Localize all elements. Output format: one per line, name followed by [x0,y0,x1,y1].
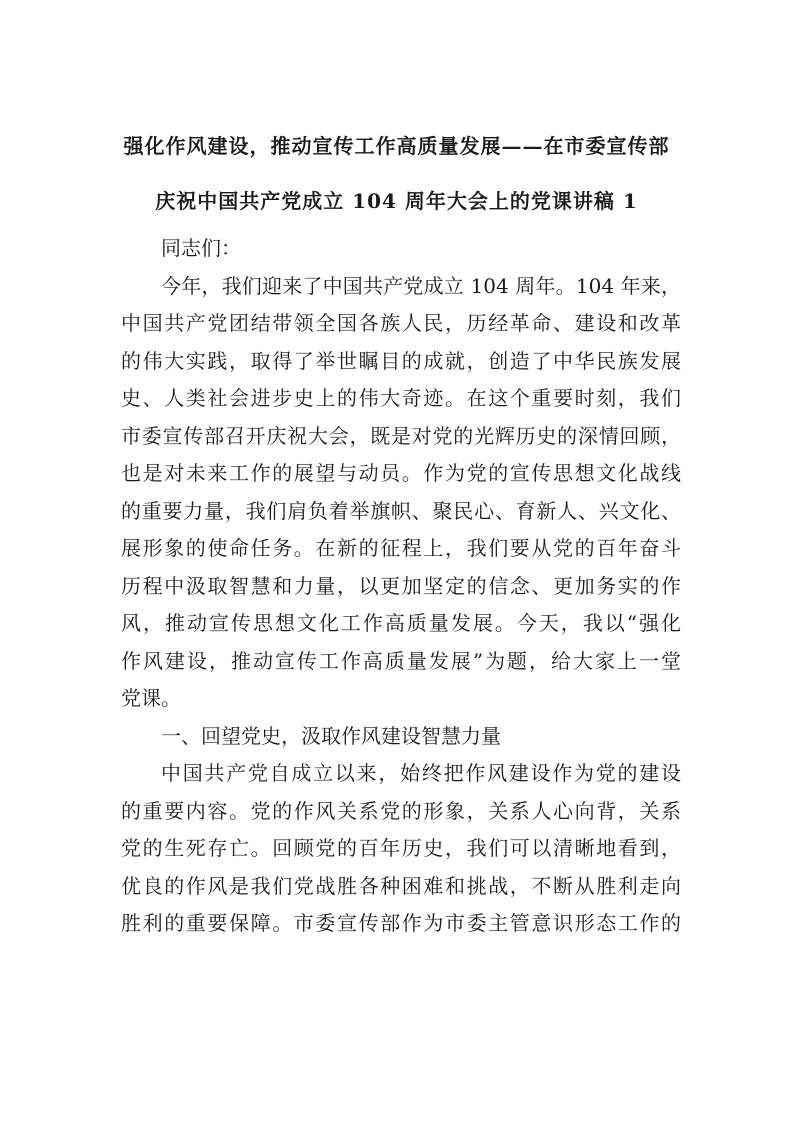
document-title-line-1: 强化作风建设，推动宣传工作高质量发展——在市委宣传部 [123,134,670,158]
body-line: 历程中汲取智慧和力量，以更加坚定的信念、更加务实的作 [121,573,681,598]
body-line: 今年，我们迎来了中国共产党成立 104 周年。104 年来， [161,273,681,298]
document-body [121,230,681,943]
body-line: 优良的作风是我们党战胜各种困难和挑战，不断从胜利走向 [121,873,681,898]
body-line: 风，推动宣传思想文化工作高质量发展。今天，我以“强化 [121,611,681,635]
body-line: 史、人类社会进步史上的伟大奇迹。在这个重要时刻，我们 [121,386,681,410]
body-line: 一、回望党史，汲取作风建设智慧力量 [161,723,501,748]
body-line: 展形象的使命任务。在新的征程上，我们要从党的百年奋斗 [121,536,681,560]
body-line: 胜利的重要保障。市委宣传部作为市委主管意识形态工作的 [121,911,681,935]
body-line: 党课。 [121,686,181,710]
document-title-line-2: 庆祝中国共产党成立 104 周年大会上的党课讲稿 1 [155,189,638,213]
body-line: 的重要内容。党的作风关系党的形象，关系人心向背，关系 [121,798,681,823]
body-line: 的伟大实践，取得了举世瞩目的成就，创造了中华民族发展 [121,348,681,373]
body-line: 中国共产党团结带领全国各族人民，历经革命、建设和改革 [121,311,681,335]
body-line: 也是对未来工作的展望与动员。作为党的宣传思想文化战线 [121,461,681,485]
body-line: 党的生死存亡。回顾党的百年历史，我们可以清晰地看到， [121,836,681,860]
body-line: 市委宣传部召开庆祝大会，既是对党的光辉历史的深情回顾， [121,423,681,448]
body-line: 中国共产党自成立以来，始终把作风建设作为党的建设 [161,761,681,785]
body-line: 的重要力量，我们肩负着举旗帜、聚民心、育新人、兴文化、 [121,498,681,523]
body-line: 作风建设，推动宣传工作高质量发展”为题，给大家上一堂 [121,648,681,673]
body-line: 同志们： [161,236,241,260]
